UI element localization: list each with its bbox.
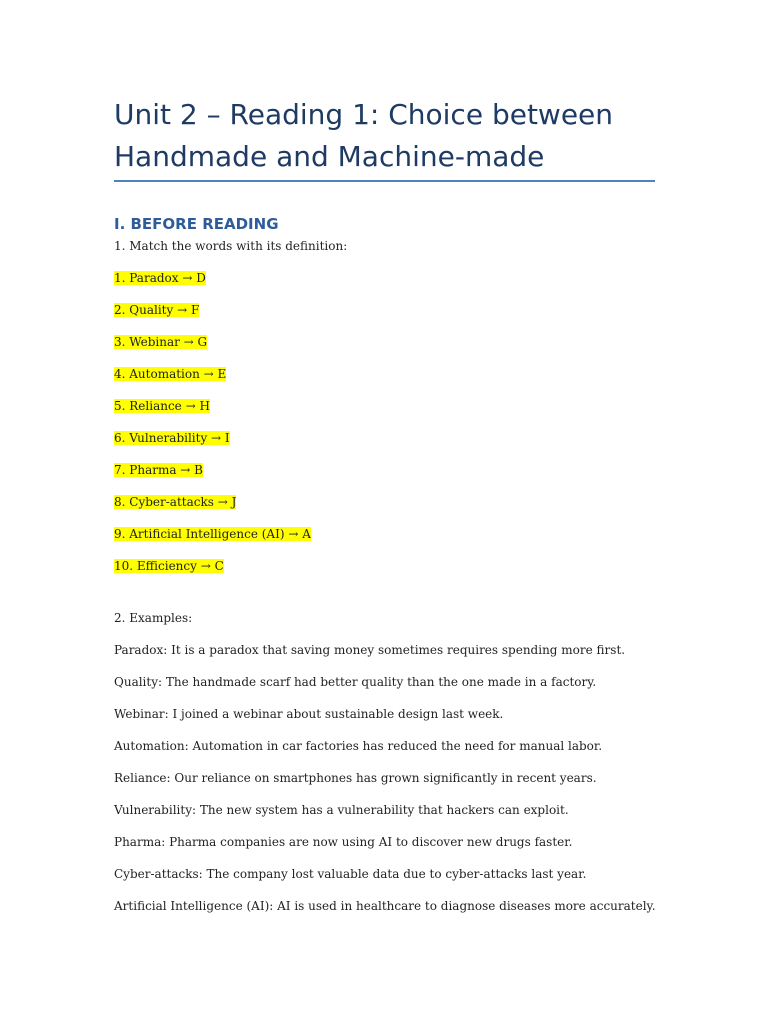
match-item-text: 9. Artificial Intelligence (AI) → A bbox=[114, 527, 311, 541]
match-item bbox=[114, 366, 226, 383]
match-item-text: 3. Webinar → G bbox=[114, 335, 208, 349]
example-sentence: Vulnerability: The new system has a vulnerability that hackers can exploit. bbox=[114, 803, 569, 817]
match-item-text: 10. Efficiency → C bbox=[114, 559, 224, 573]
examples-heading: 2. Examples: bbox=[114, 611, 193, 625]
match-item-text: 8. Cyber-attacks → J bbox=[114, 495, 237, 509]
document-title bbox=[114, 94, 655, 178]
match-item bbox=[114, 270, 206, 287]
example-sentence: Reliance: Our reliance on smartphones has grown significantly in recent years. bbox=[114, 771, 597, 785]
title-divider bbox=[114, 180, 655, 182]
match-item bbox=[114, 398, 210, 415]
example-sentence: Quality: The handmade scarf had better quality than the one made in a factory. bbox=[114, 675, 597, 689]
example-sentence: Pharma: Pharma companies are now using AI to discover new drugs faster. bbox=[114, 835, 573, 849]
match-item bbox=[114, 430, 230, 447]
match-item bbox=[114, 526, 311, 543]
match-item bbox=[114, 334, 207, 351]
example-sentence: Cyber-attacks: The company lost valuable data due to cyber-attacks last year. bbox=[114, 867, 587, 881]
match-instruction: 1. Match the words with its definition: bbox=[114, 239, 348, 253]
title-line-1: Unit 2 – Reading 1: Choice between bbox=[114, 98, 614, 131]
match-item bbox=[114, 558, 224, 575]
match-item-text: 7. Pharma → B bbox=[114, 463, 203, 477]
example-sentence: Artificial Intelligence (AI): AI is used in healthcare to diagnose diseases more accurately. bbox=[114, 899, 656, 913]
match-item-text: 1. Paradox → D bbox=[114, 271, 206, 285]
section-heading: I. BEFORE READING bbox=[114, 215, 279, 233]
example-sentence: Webinar: I joined a webinar about sustainable design last week. bbox=[114, 707, 504, 721]
match-item-text: 6. Vulnerability → I bbox=[114, 431, 230, 445]
match-item-text: 5. Reliance → H bbox=[114, 399, 210, 413]
example-sentence: Automation: Automation in car factories has reduced the need for manual labor. bbox=[114, 739, 603, 753]
title-line-2: Handmade and Machine-made bbox=[114, 140, 545, 173]
example-sentence: Paradox: It is a paradox that saving money sometimes requires spending more first. bbox=[114, 643, 626, 657]
match-item bbox=[114, 462, 203, 479]
match-item bbox=[114, 302, 199, 319]
match-item-text: 4. Automation → E bbox=[114, 367, 227, 381]
match-item-text: 2. Quality → F bbox=[114, 303, 200, 317]
match-item bbox=[114, 494, 236, 511]
